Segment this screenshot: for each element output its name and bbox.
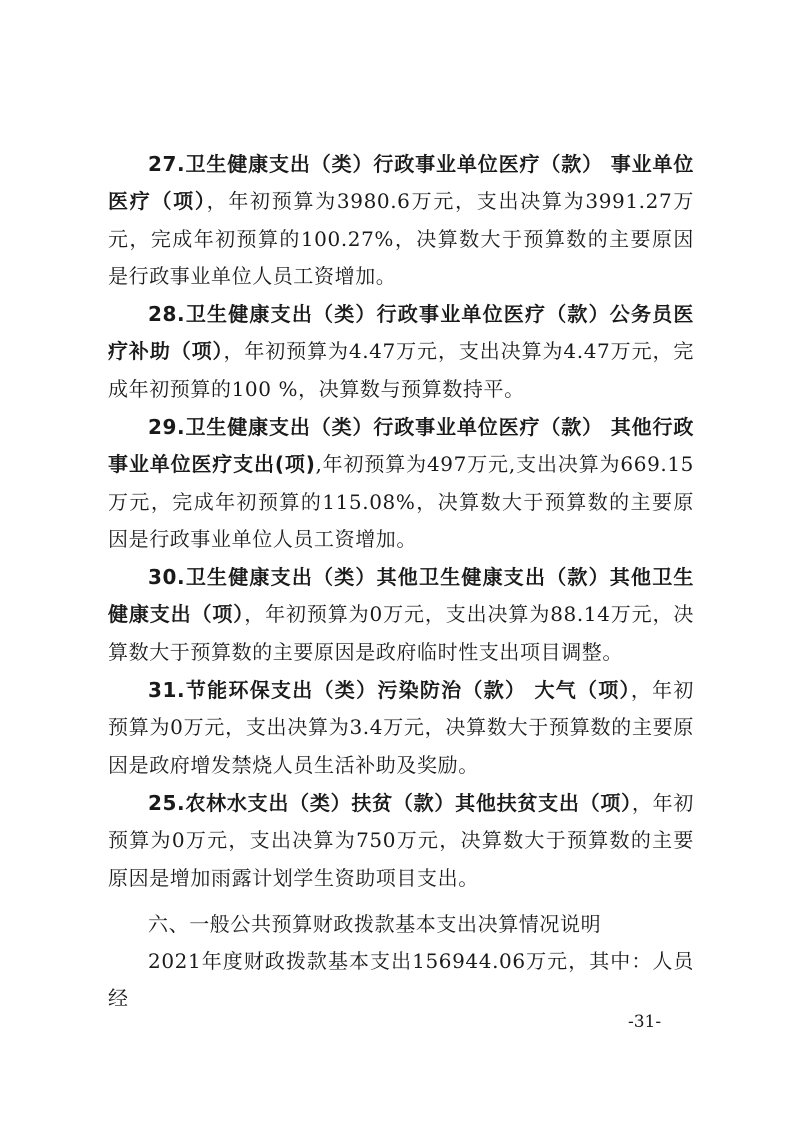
paragraph-29 [108,409,694,558]
last-paragraph-text: 2021年度财政拨款基本支出156944.06万元，其中：人员经 [108,949,694,1011]
item-title: 30.卫生健康支出（类）其他卫生健康支出（款）其他卫生健康支出（项） [108,565,694,627]
item-text: ，年初预算为0万元，支出决算为3.4万元，决算数大于预算数的主要原因是政府增发禁烧人员生活补助及奖励。 [108,678,694,777]
section-heading: 六、一般公共预算财政拨款基本支出决算情况说明 [148,912,602,936]
item-title: 29.卫生健康支出（类）行政事业单位医疗（款） 其他行政事业单位医疗支出(项) [108,415,694,477]
paragraph-31 [108,672,694,784]
item-title: 25.农林水支出（类）扶贫（款）其他扶贫支出（项） [148,791,632,815]
item-text: ,年初预算为497万元,支出决算为669.15万元，完成年初预算的115.08%，决算数大于预算数的主要原因是行政事业单位人员工资增加。 [108,452,695,551]
paragraph-27 [108,146,694,295]
paragraph-28 [108,296,694,408]
paragraph-30 [108,559,694,671]
page-number: -31- [628,1012,662,1032]
item-text: ，年初预算为0万元，支出决算为750万元，决算数大于预算数的主要原因是增加雨露计划学生资助项目支出。 [108,791,694,890]
item-text: ，年初预算为3980.6万元，支出决算为3991.27万元，完成年初预算的100.27%，决算数大于预算数的主要原因是行政事业单位人员工资增加。 [108,189,694,288]
item-text: ，年初预算为0万元，支出决算为88.14万元，决算数大于预算数的主要原因是政府临时性支出项目调整。 [108,602,694,664]
last-paragraph [108,943,694,1011]
item-title: 31.节能环保支出（类）污染防治（款） 大气（项） [148,678,631,702]
item-title: 27.卫生健康支出（类）行政事业单位医疗（款） 事业单位医疗（项） [108,152,694,214]
paragraph-25 [108,785,694,897]
item-title: 28.卫生健康支出（类）行政事业单位医疗（款）公务员医疗补助（项） [108,302,694,364]
item-text: ，年初预算为4.47万元，支出决算为4.47万元，完成年初预算的100 %，决算数与预算数持平。 [108,339,694,401]
